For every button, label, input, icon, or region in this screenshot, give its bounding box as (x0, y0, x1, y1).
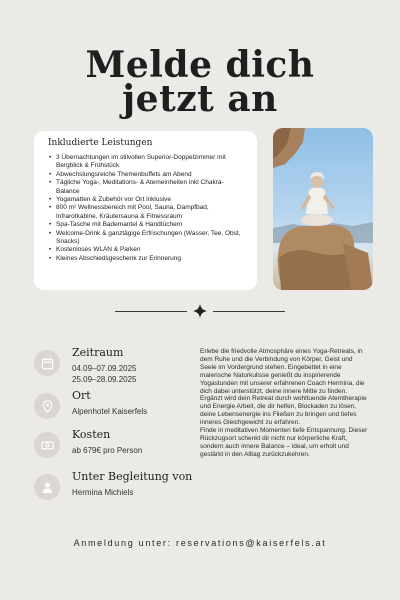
person-icon-circle (34, 474, 60, 500)
calendar-icon (41, 357, 54, 370)
period-label: Zeitraum (72, 346, 124, 359)
period-date-1: 04.09–07.09.2025 (72, 364, 137, 373)
money-icon (41, 439, 54, 452)
list-item: • Kostenloses WLAN & Parken (48, 246, 247, 254)
list-item: • Spa-Tasche mit Bademantel & Handtüchern (48, 221, 247, 229)
divider-line-right (213, 311, 285, 312)
location-value: Alpenhotel Kaiserfels (72, 407, 148, 416)
guide-value: Hermina Michiels (72, 488, 134, 497)
services-card (34, 131, 257, 290)
person-icon (41, 481, 54, 494)
calendar-icon-circle (34, 350, 60, 376)
list-item: • Tägliche Yoga-, Meditations- & Atemeinheiten inkl Chakra-Balance (48, 179, 247, 196)
list-item: • Welcome-Drink & ganztägige Erfrischungen (Wasser, Tee, Obst, Snacks) (48, 230, 247, 247)
list-item: • Kleines Abschiedsgeschenk zur Erinnerung (48, 255, 247, 263)
money-icon-circle (34, 432, 60, 458)
cost-value: ab 679€ pro Person (72, 446, 143, 455)
yoga-photo (273, 128, 373, 290)
divider-line-left (115, 311, 187, 312)
description-paragraph-3: Finde in meditativen Momenten tiefe Entspannung. Dieser Rückzugsort schenkt dir nicht nur körperliche Kraft, sondern auch innere Balance – ideal, um erholt und gestärkt in den Alltag zurückzukehren. (200, 427, 368, 458)
description-paragraph-1: Erlebe die friedvolle Atmosphäre eines Yoga-Retreats, in dem Ruhe und die Verbindung von Körper, Geist und Seele im Vordergrund stehen. Eingebettet in eine malerische Naturkulisse genießt du inspirierende Yogastunden mit unserer erfahrenen Coach Hermina, die dich dabei unterstützt, deine innere Mitte zu finden. (200, 348, 365, 395)
services-list (48, 154, 247, 263)
description-paragraph-2: Ergänzt wird dein Retreat durch wohltuende Atemtherapie und Energie Arbeit, die dir helfen, Blockaden zu lösen, deine Lebensenergie ins Fließen zu bringen und tiefes inneres Gleichgewicht zu erfahren. (200, 395, 367, 427)
list-item: • 3 Übernachtungen im stilvollen Superior-Doppelzimmer mit Bergblick & Frühstück (48, 154, 247, 171)
list-item: • Yogamatten & Zubehör vor Ort inklusive (48, 196, 247, 204)
period-date-2: 25.09–28.09.2025 (72, 375, 137, 384)
location-icon-circle (34, 393, 60, 419)
title-line-2: jetzt an (122, 78, 278, 120)
registration-footer: Anmeldung unter: reservations@kaiserfels.at (73, 538, 327, 548)
location-label: Ort (72, 389, 91, 402)
ornament-divider (115, 304, 285, 318)
retreat-description (200, 348, 370, 459)
title-line-1: Melde dich (85, 44, 315, 86)
location-pin-icon (41, 400, 54, 413)
page-title (0, 44, 400, 120)
list-item: • Abwechslungsreiche Themenbuffets am Abend (48, 171, 247, 179)
cost-label: Kosten (72, 428, 111, 441)
list-item: • 800 m² Wellnessbereich mit Pool, Sauna, Dampfbad, Infrarotkabine, Kräutersauna & Fitnessraum (48, 204, 247, 221)
guide-label: Unter Begleitung von (72, 470, 193, 483)
services-heading: Inkludierte Leistungen (48, 138, 153, 148)
sparkle-icon (193, 304, 207, 318)
